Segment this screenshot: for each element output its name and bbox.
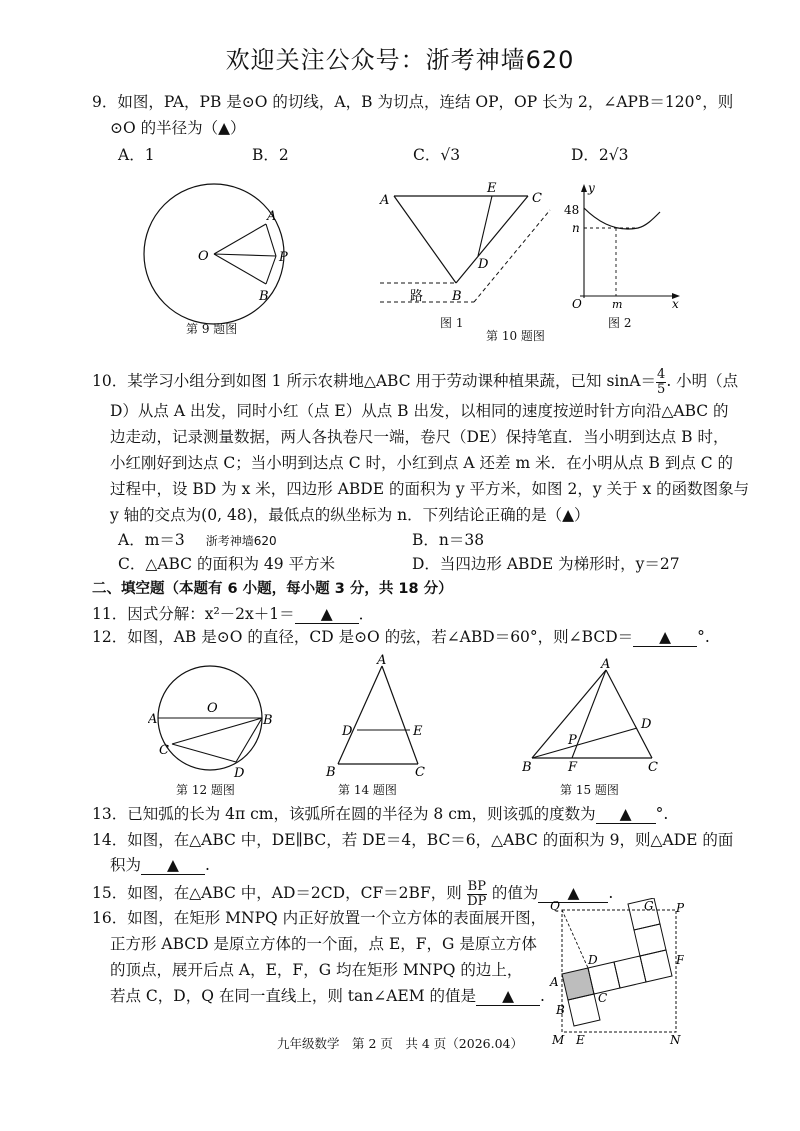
q14-line1: 14．如图，在△ABC 中，DE∥BC，若 DE＝4，BC＝6，△ABC 的面积为 9，则△ADE 的面 — [92, 831, 734, 849]
svg-text:B: B — [326, 765, 336, 780]
svg-text:A: A — [267, 209, 277, 224]
fig10-2-caption: 图 2 — [608, 316, 632, 330]
q10-line5: 过程中，设 BD 为 x 米，四边形 ABDE 的面积为 y 平方米，如图 2，y 关于 x 的函数图象与 — [110, 480, 750, 498]
svg-text:P: P — [568, 733, 577, 748]
q10-line1: 10．某学习小组分到如图 1 所示农耕地△ABC 用于劳动课种植果蔬，已知 sinA＝ $\frac{4}{5}$ . 小明（点 — [92, 367, 739, 397]
fig9-oa — [214, 224, 266, 254]
fig15-caption: 第 15 题图 — [560, 783, 619, 797]
svg-text:E: E — [487, 181, 497, 196]
q9-option-a: A．1 — [118, 146, 155, 164]
svg-text:A: A — [148, 712, 158, 727]
q16-line3: 的顶点，展开后点 A，E，F，G 均在矩形 MNPQ 的边上， — [110, 961, 523, 979]
svg-text:B: B — [263, 713, 273, 728]
q9-line1: 9．如图，PA，PB 是⊙O 的切线，A，B 为切点，连结 OP，OP 长为 2，∠APB＝120°，则 — [92, 93, 734, 111]
q15-answer-blank[interactable]: ▲ — [538, 886, 608, 903]
q16-line1: 16．如图，在矩形 MNPQ 内正好放置一个立方体的表面展开图， — [92, 909, 547, 927]
svg-text:A: A — [550, 975, 559, 989]
fig10-2-origin: O — [572, 297, 582, 310]
svg-text:D: D — [342, 724, 353, 739]
fig10-caption: 第 10 题图 — [486, 329, 545, 343]
figure-q12 — [148, 662, 278, 780]
page-footer: 九年级数学 第 2 页 共 4 页（2026.04） — [277, 1036, 523, 1051]
fig10-ab — [394, 196, 456, 283]
q9-option-d: D．2√3 — [571, 146, 629, 164]
fig9-caption: 第 9 题图 — [186, 322, 238, 336]
svg-text:N: N — [670, 1033, 681, 1047]
svg-text:O: O — [207, 701, 218, 716]
fig10-2-m: m — [612, 298, 623, 310]
svg-text:G: G — [644, 899, 654, 913]
q12-answer-blank[interactable]: ▲ — [633, 630, 697, 647]
svg-text:D: D — [478, 257, 489, 272]
svg-text:P: P — [279, 250, 288, 265]
svg-text:B: B — [259, 289, 269, 304]
q13: 13．已知弧的长为 4π cm，该弧所在圆的半径为 8 cm，则该弧的度数为 ▲ °. — [92, 805, 669, 823]
fig10-2-y48: 48 — [564, 203, 580, 217]
q10-option-a: A．m＝3 浙考神墙620 — [118, 531, 277, 549]
svg-text:B: B — [556, 1003, 565, 1017]
q10-option-c: C．△ABC 的面积为 49 平方米 — [118, 555, 336, 573]
svg-text:O: O — [198, 249, 209, 264]
q14-answer-blank[interactable]: ▲ — [141, 858, 205, 875]
fig9-pb — [266, 256, 276, 284]
q9-option-c: C．√3 — [413, 146, 461, 164]
q10-line6: y 轴的交点为(0, 48)，最低点的纵坐标为 n．下列结论正确的是（▲） — [110, 506, 590, 524]
svg-text:E: E — [413, 724, 423, 739]
svg-text:A: A — [601, 657, 611, 672]
fig9-ob — [214, 254, 266, 284]
q11: 11．因式分解：x²－2x＋1＝ ▲ ． — [92, 605, 375, 623]
figure-q14 — [322, 652, 432, 780]
q16-line4: 若点 C，D，Q 在同一直线上，则 tan∠AEM 的值是 ▲ . — [110, 987, 545, 1005]
q13-answer-blank[interactable]: ▲ — [596, 807, 656, 824]
svg-text:C: C — [415, 765, 425, 780]
q15-fraction: $\frac{BP}{DP}$ — [467, 879, 487, 909]
svg-text:E: E — [576, 1033, 585, 1047]
q10-watermark: 浙考神墙620 — [205, 534, 277, 548]
svg-text:F: F — [676, 953, 684, 967]
svg-text:D: D — [588, 953, 598, 967]
page-header: 欢迎关注公众号：浙考神墙620 — [225, 46, 575, 74]
q10-option-d: D．当四边形 ABDE 为梯形时，y＝27 — [412, 555, 680, 573]
q10-fraction: $\frac{4}{5}$ — [657, 367, 666, 397]
svg-text:P: P — [676, 901, 684, 915]
q9-option-b: B．2 — [252, 146, 289, 164]
fig16-qd — [562, 910, 588, 968]
svg-text:C: C — [648, 760, 658, 775]
figure-q15 — [522, 656, 672, 778]
fig10-de — [478, 196, 492, 256]
svg-text:Q: Q — [550, 899, 560, 913]
q15: 15．如图，在△ABC 中，AD＝2CD，CF＝2BF，则 $\frac{BP}{DP}$ 的值为 ▲ . — [92, 879, 614, 909]
q10-line4: 小红刚好到达点 C；当小明到达点 C 时，小红到点 A 还差 m 米．在小明从点 B 到点 C 的 — [110, 454, 734, 472]
q9-line2: ⊙O 的半径为（▲） — [110, 119, 246, 137]
q11-answer-blank[interactable]: ▲ — [295, 607, 359, 624]
q10-line3: 边走动，记录测量数据，两人各执卷尺一端，卷尺（DE）保持笔直．当小明到达点 B 时， — [110, 428, 729, 446]
fig10-2-y: y — [588, 181, 595, 195]
svg-text:D: D — [641, 717, 652, 732]
fig9-pa — [266, 224, 276, 256]
svg-text:B: B — [452, 289, 462, 304]
svg-text:C: C — [159, 743, 169, 758]
fig15-af — [572, 670, 606, 758]
fig10-bc — [456, 196, 528, 283]
figure-q10-1 — [370, 180, 560, 310]
svg-text:A: A — [377, 653, 387, 668]
svg-text:C: C — [532, 191, 542, 206]
q10-line2: D）从点 A 出发，同时小红（点 E）从点 B 出发，以相同的速度按逆时针方向沿△ABC 的 — [110, 402, 729, 420]
fig12-caption: 第 12 题图 — [176, 783, 235, 797]
svg-text:D: D — [234, 766, 245, 780]
q12: 12．如图，AB 是⊙O 的直径，CD 是⊙O 的弦，若∠ABD＝60°，则∠BCD＝ ▲ °. — [92, 628, 710, 646]
figure-q10-2 — [560, 180, 690, 310]
fig9-op — [214, 254, 276, 256]
svg-text:F: F — [568, 760, 578, 775]
section-2-heading: 二、填空题（本题有 6 小题，每小题 3 分，共 18 分） — [92, 581, 453, 597]
svg-text:A: A — [380, 193, 390, 208]
svg-text:B: B — [522, 760, 532, 775]
q14-line2: 积为 ▲ . — [110, 856, 210, 874]
fig15-bd — [532, 728, 637, 758]
q16-line2: 正方形 ABCD 是原立方体的一个面，点 E，F，G 是原立方体 — [110, 935, 537, 953]
fig10-2-curve — [584, 208, 660, 229]
q16-answer-blank[interactable]: ▲ — [476, 989, 540, 1006]
fig10-road-label: 路 — [410, 289, 424, 304]
q10-option-b: B．n＝38 — [412, 531, 485, 549]
fig14-caption: 第 14 题图 — [338, 783, 397, 797]
fig12-cd — [172, 744, 236, 762]
svg-text:C: C — [598, 991, 608, 1005]
fig10-2-n: n — [572, 221, 580, 235]
fig10-2-x: x — [672, 297, 679, 310]
figure-q16 — [548, 898, 684, 1048]
svg-text:M: M — [552, 1033, 565, 1047]
figure-q9 — [128, 180, 308, 340]
fig10-1-caption: 图 1 — [440, 316, 464, 330]
